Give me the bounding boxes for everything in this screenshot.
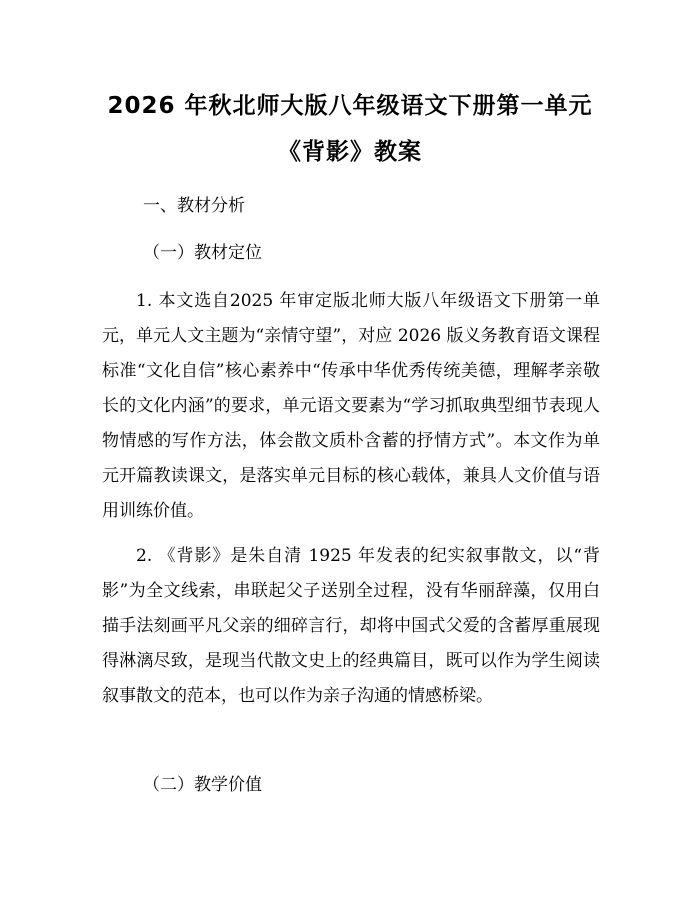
- section-heading-textbook-analysis: 一、教材分析: [143, 196, 245, 216]
- subsection-heading-positioning: （一）教材定位: [143, 243, 262, 263]
- paragraph-2: 2. 《背影》是朱自清 1925 年发表的纪实叙事散文，以“背影”为全文线索，串联起父子送别全过程，没有华丽辞藻，仅用白描手法刻画平凡父亲的细碎言行，却将中国式父爱的含蓄厚重展现得淋漓尽致，是现当代散文史上的经典篇目，既可以作为学生阅读叙事散文的范本，也可以作为亲子沟通的情感桥梁。: [102, 546, 600, 706]
- document-title-line-1: 2026 年秋北师大版八年级语文下册第一单元: [107, 93, 593, 119]
- document-title-line-2: 《背影》教案: [278, 139, 422, 165]
- paragraph-1: 1. 本文选自2025 年审定版北师大版八年级语文下册第一单元，单元人文主题为“亲情守望”，对应 2026 版义务教育语文课程标准“文化自信”核心素养中“传承中华优秀传统美德，理解孝亲敬长的文化内涵”的要求，单元语文要素为“学习抓取典型细节表现人物情感的写作方法，体会散文质朴含蓄的抒情方式”。本文作为单元开篇教读课文，是落实单元目标的核心载体，兼具人文价值与语用训练价值。: [102, 291, 600, 521]
- subsection-heading-teaching-value: （二）教学价值: [143, 775, 262, 795]
